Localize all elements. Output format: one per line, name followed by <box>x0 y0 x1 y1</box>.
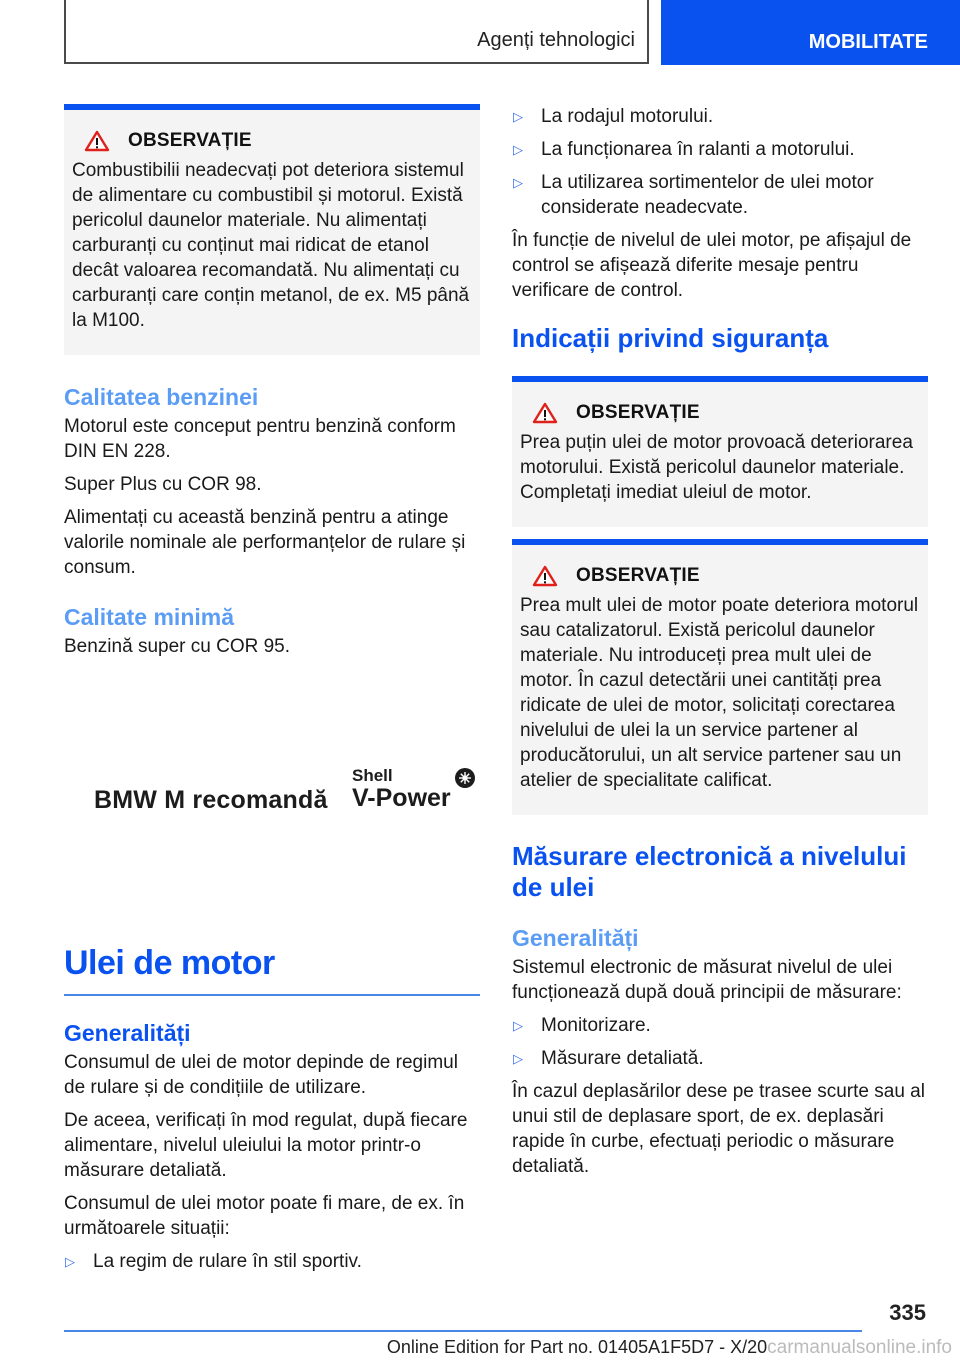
list-item: ▷ Monitorizare. <box>513 1015 651 1036</box>
list-item: ▷ La funcționarea în ralanti a motorului. <box>513 139 855 160</box>
vpower-text: V-Power <box>352 784 451 812</box>
chapter-tab <box>661 0 960 65</box>
footer-divider <box>64 1330 862 1332</box>
note-text: Prea mult ulei de motor poate deteriora motorul sau catalizatorul. Există pericolul daunelor materiale. Nu introduceți prea mult ulei de motor. În cazul detectării unei cantități prea ridicate de ulei de motor, solicitați corectarea nivelului de ulei la un service partener al producătorului, un alt service partener sau un atelier de specialitate calificat. <box>520 595 919 791</box>
electronic-measurement-heading: Măsurare electronică a nivelului de ulei <box>512 841 907 902</box>
bmw-recommend-text: BMW M recomandă <box>94 786 328 814</box>
note-header <box>72 130 472 152</box>
paragraph: Consumul de ulei motor poate fi mare, de ex. în următoarele situații: <box>64 1193 465 1239</box>
chapter-tab-label: MOBILITATE <box>808 31 928 53</box>
note-header <box>520 565 920 587</box>
triangle-bullet-icon: ▷ <box>65 1254 75 1269</box>
triangle-bullet-icon: ▷ <box>513 109 523 124</box>
note-text: Combustibilii neadecvați pot deteriora sistemul de alimentare cu combustibil și motorul. Există pericolul daunelor materiale. Nu alimentați carburanți cu conținut mai ridicat de etanol decât valoarea recomandată. Nu alimentați cu carburanți care conțin metanol, de ex. M5 până la M100. <box>72 160 470 331</box>
warning-triangle-icon <box>84 130 110 152</box>
edition-text: Online Edition for Part no. 01405A1F5D7 - X/20 <box>386 1337 768 1357</box>
list-item: ▷ La utilizarea sortimentelor de ulei motor considerate neadecvate. <box>513 172 874 218</box>
page-number: 335 <box>889 1300 926 1325</box>
safety-heading: Indicații privind siguranța <box>512 323 829 353</box>
warning-note <box>64 104 480 355</box>
warning-note <box>512 539 928 815</box>
left-column <box>64 104 480 1282</box>
note-label: OBSERVAȚIE <box>128 130 252 151</box>
shell-vpower-banner <box>94 762 484 812</box>
vpower-emblem-icon <box>455 768 475 788</box>
list-item: ▷ Măsurare detaliată. <box>513 1048 704 1069</box>
triangle-bullet-icon: ▷ <box>513 175 523 190</box>
paragraph: Alimentați cu această benzină pentru a atinge valorile nominale ale performanțelor de rulare și consum. <box>64 507 466 578</box>
section-label: Agenți tehnologici <box>477 29 635 51</box>
general-heading: Generalități <box>512 925 639 951</box>
right-column <box>512 104 928 1187</box>
warning-triangle-icon <box>532 565 558 587</box>
paragraph: Consumul de ulei de motor depinde de regimul de rulare și de condițiile de utilizare. <box>64 1052 458 1098</box>
note-label: OBSERVAȚIE <box>576 402 700 423</box>
min-quality-heading: Calitate minimă <box>64 604 234 630</box>
triangle-bullet-icon: ▷ <box>513 142 523 157</box>
note-text: Prea puțin ulei de motor provoacă deteriorarea motorului. Există pericolul daunelor materiale. Completați imediat uleiul de motor. <box>520 432 913 503</box>
paragraph: Super Plus cu COR 98. <box>64 474 262 495</box>
note-header <box>520 402 920 424</box>
paragraph: Sistemul electronic de măsurat nivelul de ulei funcționează după două principii de măsurare: <box>512 957 902 1003</box>
fuel-quality-heading: Calitatea benzinei <box>64 384 259 410</box>
paragraph: În cazul deplasărilor dese pe trasee scurte sau al unui stil de deplasare sport, de ex. deplasări rapide în curbe, efectuați periodic o măsurare detaliată. <box>512 1081 925 1177</box>
list-item: ▷ La rodajul motorului. <box>513 106 714 127</box>
paragraph: Benzină super cu COR 95. <box>64 636 291 657</box>
footer-edition <box>0 1337 960 1359</box>
warning-triangle-icon <box>532 402 558 424</box>
list-item: ▷ La regim de rulare în stil sportiv. <box>65 1251 362 1272</box>
note-label: OBSERVAȚIE <box>576 565 700 586</box>
triangle-bullet-icon: ▷ <box>513 1018 523 1033</box>
chapter-title: Ulei de motor <box>64 944 275 982</box>
paragraph: Motorul este conceput pentru benzină conform DIN EN 228. <box>64 416 456 462</box>
paragraph: De aceea, verificați în mod regulat, după fiecare alimentare, nivelul uleiului la motor printr-o măsurare detaliată. <box>64 1110 468 1181</box>
section-header <box>64 0 649 64</box>
shell-text: Shell <box>352 766 393 785</box>
warning-note <box>512 376 928 527</box>
triangle-bullet-icon: ▷ <box>513 1051 523 1066</box>
general-heading: Generalități <box>64 1020 191 1046</box>
watermark-link[interactable]: carmanualsonline.info <box>767 1337 952 1358</box>
paragraph: În funcție de nivelul de ulei motor, pe afișajul de control se afișează diferite mesaje pentru verificare de control. <box>512 230 912 301</box>
